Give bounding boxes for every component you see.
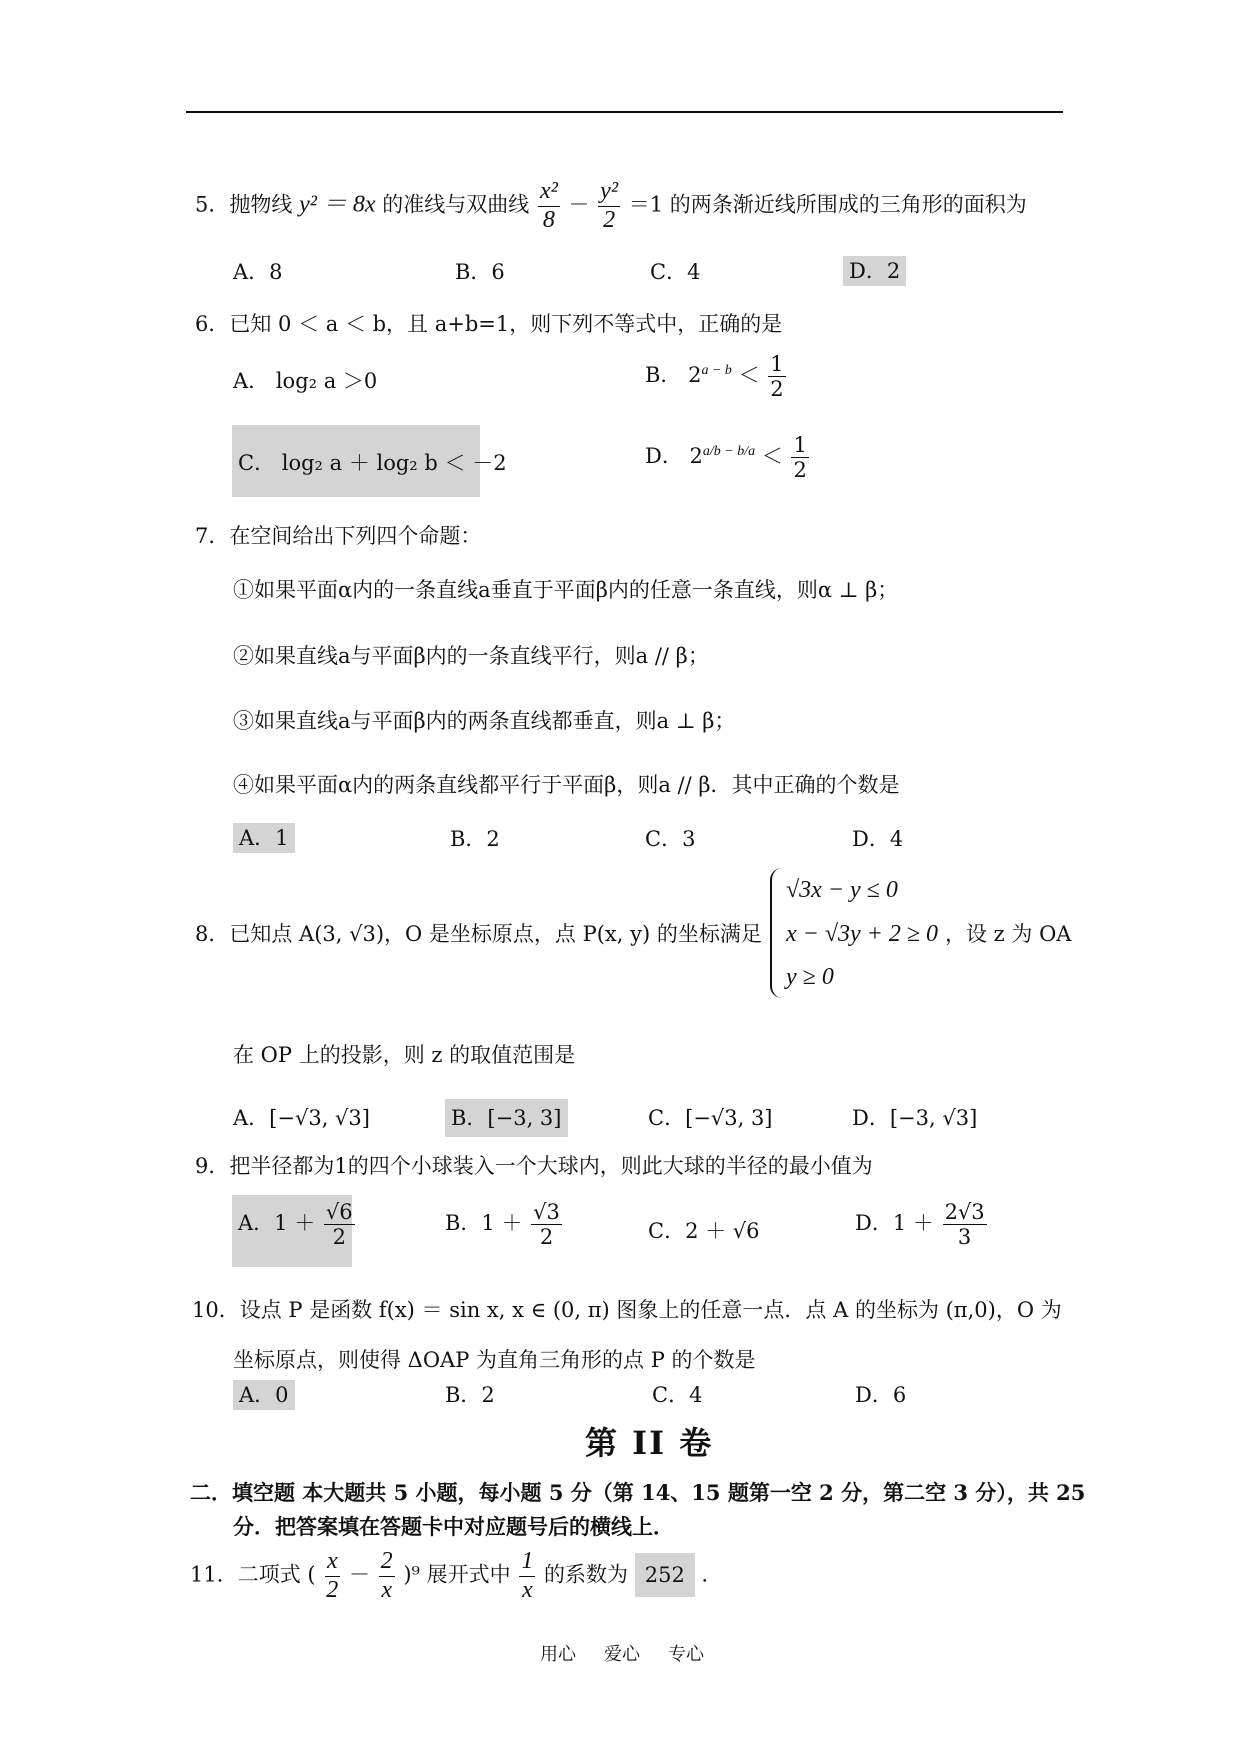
q5-frac-x: $\frac{\text{x²}}{8}$ [539,178,558,233]
q7-option-a-answer: A．1 [233,823,295,853]
q9-stem: 9．把半径都为1的四个小球装入一个大球内，则此大球的半径的最小值为 [195,1154,873,1178]
q8-system-line-2: x − √3y + 2 ≥ 0 [786,921,939,947]
q5-option-d-answer: D．2 [843,256,906,286]
q8-option-b-answer: B．[−3, 3] [445,1099,568,1137]
q8-system-brace [770,868,784,998]
q8-option-a: A．[−√3, √3] [233,1106,370,1130]
q7-item-4: ④如果平面α内的两条直线都平行于平面β，则a // β．其中正确的个数是 [233,773,900,797]
q8-line-2: 在 OP 上的投影，则 z 的取值范围是 [233,1043,576,1067]
q5-option-c: C．4 [650,260,701,284]
q10-option-d: D．6 [855,1383,907,1407]
q9-option-b: B．1 ＋ $\frac{√3}{2}$ [445,1200,560,1250]
q5-option-a: A．8 [233,260,283,284]
q8-option-c: C．[−√3, 3] [648,1106,773,1130]
q7-item-1: ①如果平面α内的一条直线a垂直于平面β内的任意一条直线，则α ⊥ β； [233,578,899,602]
q8-system-line-3: y ≥ 0 [786,964,834,990]
section-2-heading-line-2: 分．把答案填在答题卡中对应题号后的横线上． [233,1514,674,1539]
q9-option-d: D．1 ＋ $\frac{2√3}{3}$ [855,1200,985,1250]
q10-stem: 10．设点 P 是函数 f(x) ＝ sin x, x ∈ (0, π) 图象上的任意一点．点 A 的坐标为 (π,0)，O 为 [192,1298,1062,1322]
q6-option-c-answer: C． log₂ a ＋ log₂ b ＜ －2 [238,451,507,475]
question-5: 5．抛物线 y² ＝ 8x 的准线与双曲线 $\frac{\text{x²}}{8}$ － $\frac{\text{y²}}{2}$ ＝1 的两条渐近线所围成的三角形的面积为 [195,178,1027,233]
section-2-heading-line-1: 二．填空题 本大题共 5 小题，每小题 5 分（第 14、15 题第一空 2 分，第二空 3 分），共 25 [190,1480,1086,1505]
q7-item-2: ②如果直线a与平面β内的一条直线平行，则a // β； [233,644,709,668]
q5-parabola: y² ＝ 8x [299,191,376,218]
q7-option-d: D．4 [852,827,904,851]
q6-option-a: A． log₂ a ＞0 [233,369,378,393]
q6-option-b: B． $2^{a - b}$ ＜ $\frac{1}{2}$ [645,352,784,402]
q8-stem: 8．已知点 A(3, √3)，O 是坐标原点，点 P(x, y) 的坐标满足 [195,922,762,946]
q10-line-2: 坐标原点，则使得 ΔOAP 为直角三角形的点 P 的个数是 [233,1348,756,1372]
page-footer: 用心 爱心 专心 [540,1644,704,1665]
q7-option-c: C．3 [645,827,696,851]
q6-stem: 6．已知 0 ＜ a ＜ b，且 a+b=1，则下列不等式中，正确的是 [195,312,783,336]
q5-option-b: B．6 [455,260,505,284]
q7-item-3: ③如果直线a与平面β内的两条直线都垂直，则a ⊥ β； [233,709,736,733]
q6-option-d: D． $2^{a/b - b/a}$ ＜ $\frac{1}{2}$ [645,433,807,483]
q10-option-a-answer: A．0 [233,1380,295,1410]
q10-option-c: C．4 [652,1383,703,1407]
q7-option-b: B．2 [450,827,500,851]
q9-option-a-answer: A．1 ＋ $\frac{√6}{2}$ [238,1200,353,1250]
q7-stem: 7．在空间给出下列四个命题： [195,524,482,548]
q10-option-b: B．2 [445,1383,495,1407]
part-2-title: 第 II 卷 [585,1424,714,1462]
q5-mid: 的准线与双曲线 [382,192,530,217]
q5-prefix: 5．抛物线 [195,192,293,217]
header-rule [186,111,1063,113]
q8-system-line-1: √3x − y ≤ 0 [786,877,898,903]
q5-frac-y: $\frac{\text{y²}}{2}$ [600,178,619,233]
question-11: 11．二项式 ( $\frac{x}{2}$ － $\frac{2}{x}$ )⁹ 展开式中 $\frac{1}{x}$ 的系数为 252 ． [190,1548,723,1603]
q8-tail: ，设 z 为 OA [945,922,1072,946]
q5-suffix: 的两条渐近线所围成的三角形的面积为 [669,192,1027,217]
q11-answer: 252 [635,1553,695,1597]
q9-option-c: C．2 ＋ √6 [648,1219,760,1243]
q8-option-d: D．[−3, √3] [852,1106,978,1130]
